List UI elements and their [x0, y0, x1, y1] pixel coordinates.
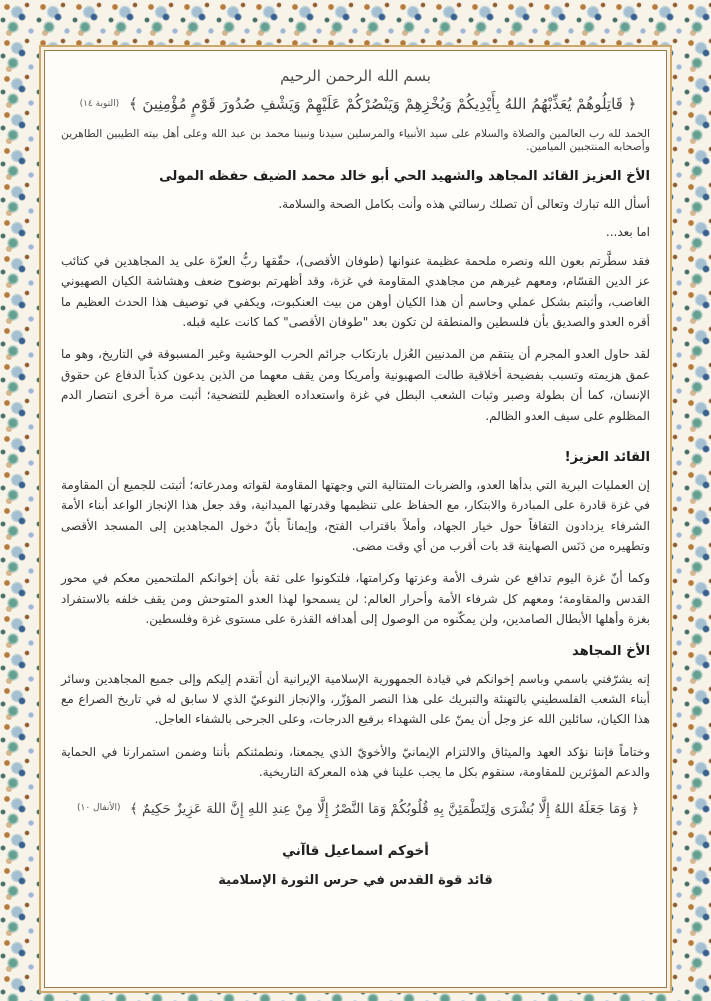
- quran-verse-bottom: [61, 801, 650, 817]
- quran-verse-bottom-text: ﴿ وَمَا جَعَلَهُ اللهُ إِلَّا بُشْرَى وَلِتَطْمَئِنَّ بِهِ قُلُوبُكُمْ وَمَا النَّصْرُ إِلَّا مِنْ عِندِ اللهِ إِنَّ اللهَ عَزِيزٌ حَكِيمٌ ﴾: [129, 800, 639, 817]
- letter-sheet: [44, 50, 667, 988]
- paragraph-tufan-achievement: فقد سطَّرتم بعون الله ونصره ملحمة عظيمة عنوانها (طوفان الأقصى)، حقّقها ربُّ العزّة على يد المجاهدين في كتائب عز الدين القسّام، ومعهم غيرهم من مجاهدي المقاومة في غزة، وقد أظهرتم بوضوح ضعف وهشاشة الكيان الصهيوني الغاصب، وأثبتم بشكل عملي وحاسم أن هذا الكيان أوهن من بيت العنكبوت، ويكفي في توصيف هذا الحدث العظيم ما أقره العدو والصديق بأن فلسطين والمنطقة لن تكون بعد "طوفان الأقصى" كما كانت عليه قبله.: [61, 253, 650, 329]
- paragraph-gaza-defends: وكما أنّ غزة اليوم تدافع عن شرف الأمة وعزتها وكرامتها، فلتكونوا على ثقة بأن إخوانكم الملتحمين معكم في محور القدس والمقاومة؛ ومعهم كل شرفاء الأمة وأحرار العالم: لن يسمحوا لهذا العدو المتوحش ومن يقف خلفه بالاستفراد بغزة وأهلها الأبطال الصامدين، ولن يمكّنوه من الوصول إلى أهدافه القذرة على مستوى غزة وفلسطين.: [61, 571, 650, 627]
- signature-title: قائد قوة القدس في حرس الثورة الإسلامية: [218, 872, 493, 888]
- signature-name: أخوكم اسماعيل قاآني: [282, 842, 429, 859]
- paragraph-ground-operations: إن العمليات البرية التي بدأها العدو، والضربات المتتالية التي وجهتها المقاومة لقواته ومدرعاته؛ أثبتت للجميع أن المقاومة في غزة قادرة على المبادرة والابتكار، مع الحفاظ على تنظيمها وقدرتها الميدانية، وقد جعل هذا الإنجاز الواعد أبناء الأمة الشرفاء يزدادون التفافاً حول خيار الجهاد، وأملاً باقتراب الفتح، وإيماناً بأنّ دخول المجاهدين إلى المسجد الأقصى وتطهيره من دَنَس الصهاينة قد بات أقرب من أي وقت مضى.: [61, 477, 650, 554]
- quran-verse-top-text: ﴿ قَاتِلُوهُمْ يُعَذِّبْهُمُ اللهُ بِأَيْدِيكُمْ وَيُخْزِهِمْ وَيَنْصُرْكُمْ عَلَيْهِمْ وَيَشْفِ صُدُورَ قَوْمٍ مُؤْمِنِينَ ﴾: [128, 95, 637, 113]
- section-heading-dear-commander: القائد العزيز!: [564, 449, 650, 465]
- quran-verse-top: [61, 95, 650, 113]
- basmala: بسم الله الرحمن الرحيم: [280, 67, 431, 85]
- amma-baad-line: اما بعد...: [605, 225, 650, 240]
- section-heading-mujahid-brother: الأخ المجاهد: [572, 643, 650, 659]
- quran-verse-bottom-citation: (الأنفال ١٠): [77, 802, 121, 813]
- paragraph-closing-pledge: وختاماً فإننا نؤكد العهد والميثاق والالتزام الإيمانيّ والأخويّ الذي يجمعنا، ونطمئنكم بأننا وضمن استمرارنا في الحماية والدعم المؤثرين للمقاومة، سنقوم بكل ما يجب علينا في هذه المعركة التاريخية.: [61, 744, 650, 780]
- paragraph-enemy-crimes: لقد حاول العدو المجرم أن ينتقم من المدنيين العُزل بارتكاب جرائم الحرب الوحشية وغير المسبوقة في التاريخ، وهو ما عمق هزيمته وتسبب بفضيحة أخلاقية طالت الصهيونية وأمريكا ومن يقف معهما من الذين يدعون كذباً الدفاع عن حقوق الإنسان، كما أن بطولة وصبر وثبات الشعب البطل في غزة واستعداده العظيم للتضحية؛ أثبت مرة أخرى انتصار الدم المظلوم على سيف العدو الظالم.: [61, 347, 650, 423]
- greeting-line: أسأل الله تبارك وتعالى أن تصلك رسالتي هذه وأنت بكامل الصحة والسلامة.: [278, 197, 650, 211]
- addressee-heading: الأخ العزيز القائد المجاهد والشهيد الحي أبو خالد محمد الضيف حفظه المولى: [159, 169, 650, 184]
- paragraph-congratulations: إنه يشرّفني باسمي وباسم إخوانكم في قيادة الجمهورية الإسلامية الإيرانية أن أتقدم إليكم وإلى جميع المجاهدين وسائر أبناء الشعب الفلسطيني بالتهنئة والتبريك على هذا النصر المؤزّر، والإنجاز النوعيّ الذي لا سابق له في تاريخ الصراع مع هذا الكيان، سائلين الله عز وجل أن يمنّ على الشهداء برفيع الدرجات، وعلى الجرحى بالشفاء العاجل.: [61, 671, 650, 727]
- quran-verse-top-citation: (التوبة ١٤): [79, 99, 120, 109]
- hamdala-line: الحمد لله رب العالمين والصلاة والسلام على سيد الأنبياء والمرسلين سيدنا ونبينا محمد بن عبد الله وعلى أهل بيته الطيبين الطاهرين وأصحابه المنتجبين الميامين.: [61, 127, 650, 153]
